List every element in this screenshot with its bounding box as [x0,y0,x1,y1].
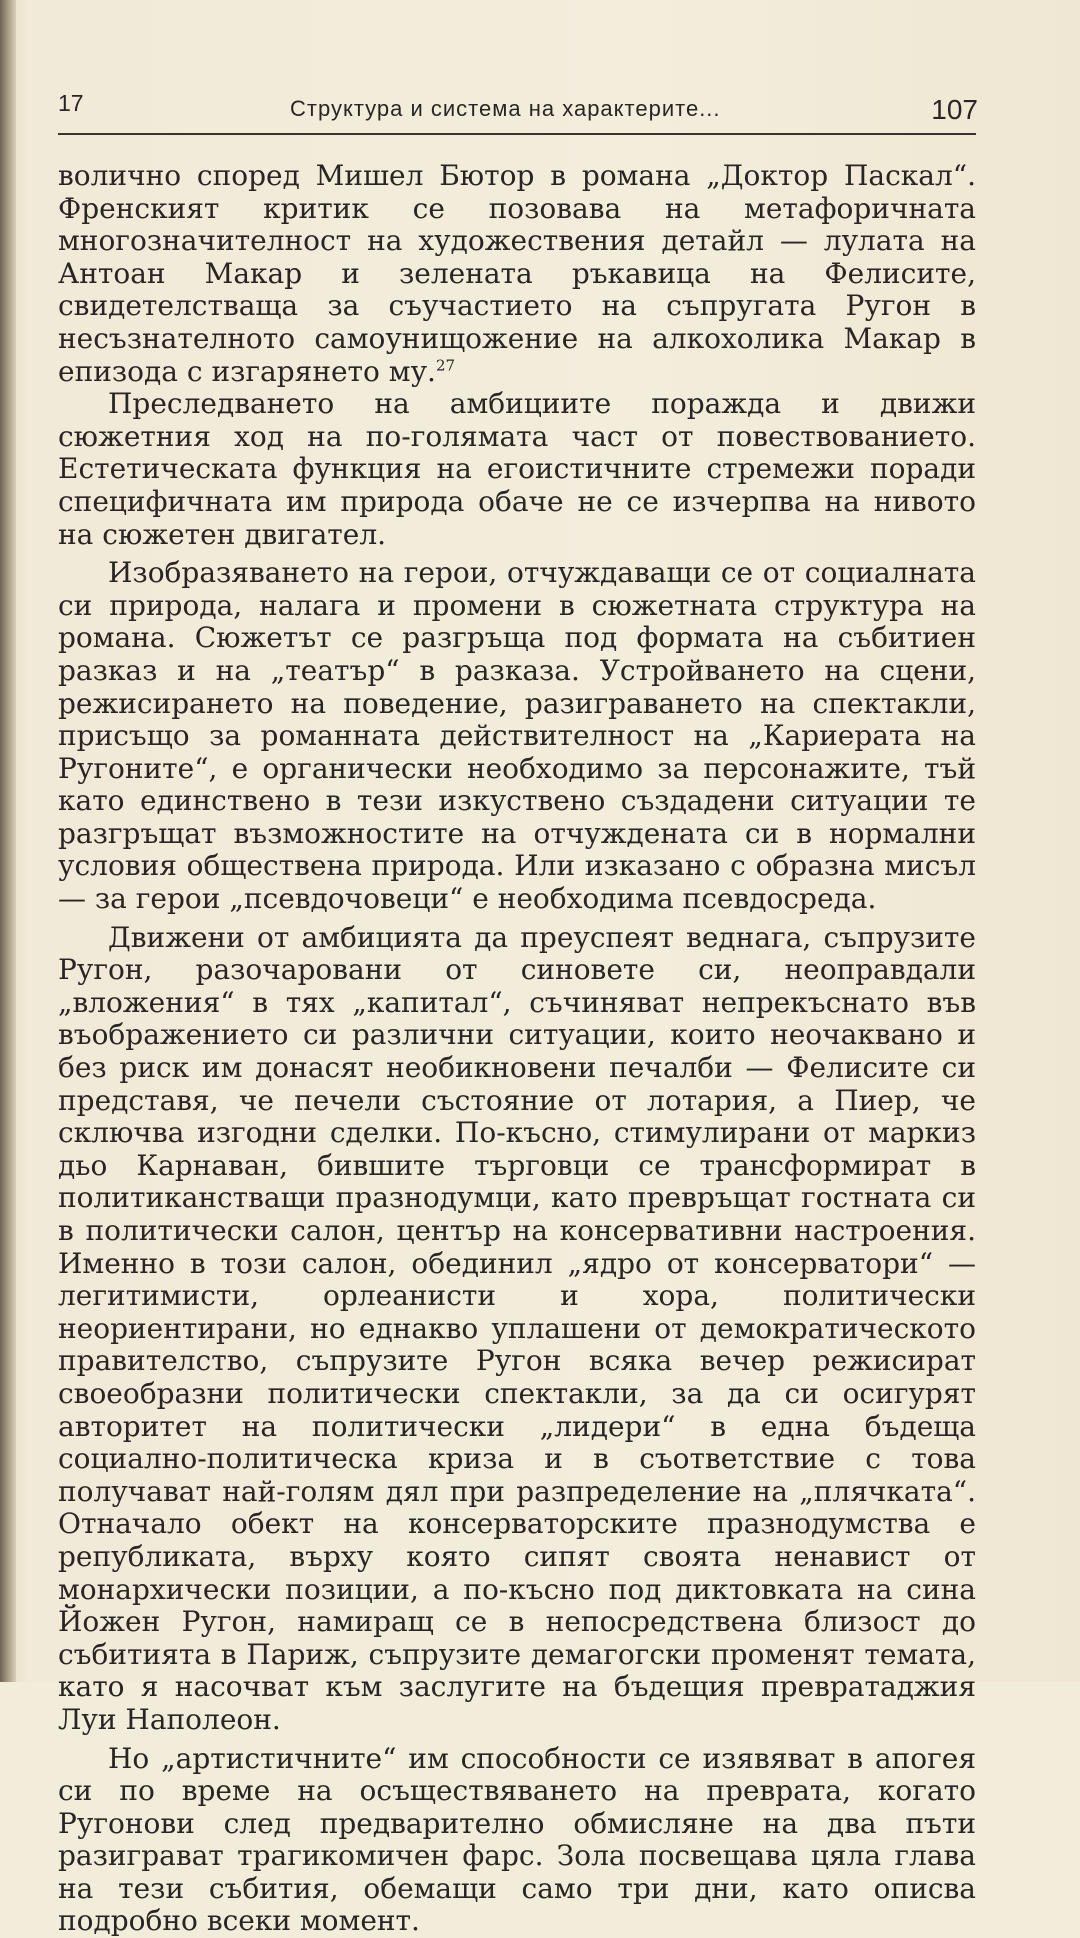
running-title: Структура и система на характерите... [290,96,721,122]
paragraph-5: Но „артистичните“ им способности се изявяват в апогея си по време на осъществяването на преврата, когато Ругонови след предварително обмисляне на два пъти разиграват трагикомичен фарс. Зола посвещава цяла глава на тези събития, обемащи само три дни, като описва подробно всеки момент. [58,1743,976,1938]
footnote-ref-27[interactable]: 27 [436,356,455,374]
page-header [58,82,978,132]
signature-mark: 17 [58,90,84,117]
paragraph-4: Движени от амбицията да преуспеят веднага, съпрузите Ругон, разочаровани от синовете си, неоправдали „вложения“ в тях „капитал“, съчиняват непрекъснато във въображението си различни ситуации, които неочаквано и без риск им донасят необикновени печалби — Фелисите си представя, че печели състояние от лотария, а Пиер, че сключва изгодни сделки. По-късно, стимулирани от маркиз дьо Карнаван, бившите търговци се трансформират в политиканстващи празнодумци, като превръщат гостната си в политически салон, център на консервативни настроения. Именно в този салон, обединил „ядро от консерватори“ — легитимисти, орлеанисти и хора, политически неориентирани, но еднакво уплашени от демократическото правителство, съпрузите Ругон всяка вечер режисират своеобразни политически спектакли, за да си осигурят авторитет на политически „лидери“ в една бъдеща социално-политическа криза и в съответствие с това получават най-голям дял при разпределение на „плячката“. Отначало обект на консерваторските празнодумства е републиката, върху която сипят своята ненавист от монархически позиции, а по-късно под диктовката на сина Йожен Ругон, намиращ се в непосредствена близост до събитията в Париж, съпрузите демагогски променят темата, като я насочват към заслугите на бъдещия превратаджия Луи Наполеон. [58,922,976,1737]
book-spine-edge [0,0,16,1682]
body-text [58,160,976,1938]
paragraph-3: Изобразяването на герои, отчуждаващи се от социалната си природа, налага и промени в сюжетната структура на романа. Сюжетът се разгръща под формата на събитиен разказ и на „театър“ в разказа. Устройването на сцени, режисирането на поведение, разиграването на спектакли, присъщо за романната действителност на „Кариерата на Ругоните“, е органически необходимо за персонажите, тъй като единствено в тези изкуствено създадени ситуации те разгръщат възможностите на отчуждената си в нормални условия обществена природа. Или изказано с образна мисъл — за герои „псевдочовеци“ е необходима псевдосреда. [58,557,976,916]
paragraph-1-text: волично според Мишел Бютор в романа „Доктор Паскал“. Френският критик се позовава на метафоричната многозначителност на художествения детайл — лулата на Антоан Макар и зелената ръкавица на Фелисите, свидетелстваща за съучастието на съпругата Ругон в несъзнателното самоунищожение на алкохолика Макар в епизода с изгарянето му. [58,159,976,388]
paragraph-1 [58,160,976,388]
page-number: 107 [931,94,978,126]
header-rule [58,133,976,135]
paragraph-2: Преследването на амбициите поражда и движи сюжетния ход на по-голямата част от повествованието. Естетическата функция на егоистичните стремежи поради специфичната им природа обаче не се изчерпва на нивото на сюжетен двигател. [58,388,976,551]
